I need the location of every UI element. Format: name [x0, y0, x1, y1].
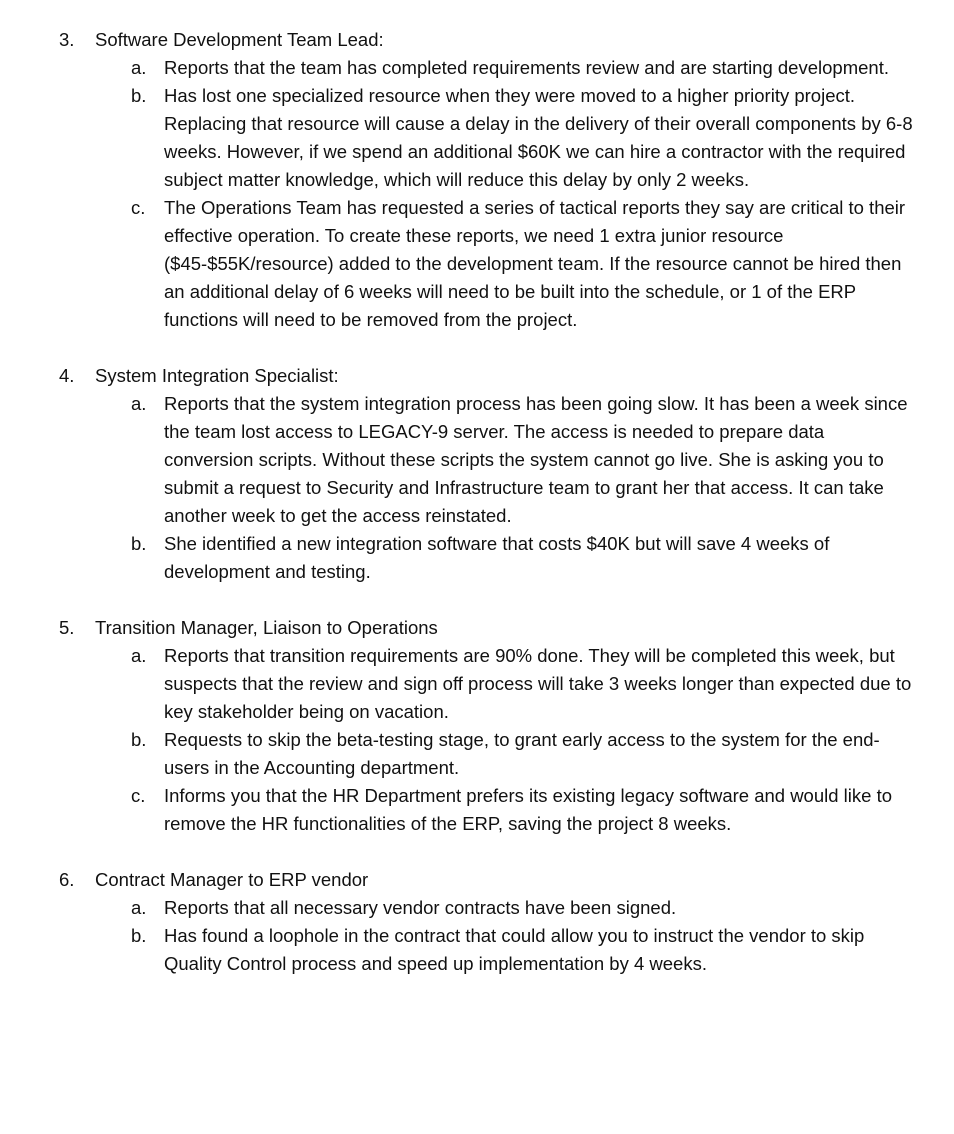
list-item: [0, 82, 954, 194]
item-letter: a.: [131, 645, 147, 666]
item-letter: b.: [131, 729, 147, 750]
item-text: The Operations Team has requested a series of tactical reports they say are critical to their effective operation. To create these reports, we need 1 extra junior resource ($45-$55K/resource) added to the development team. If the resource cannot be hired then an additional delay of 6 weeks will need to be built into the schedule, or 1 of the ERP functions will need to be removed from the project.: [164, 197, 906, 330]
item-text: Reports that all necessary vendor contracts have been signed.: [164, 897, 677, 918]
list-item: [0, 530, 954, 586]
list-item: [0, 642, 954, 726]
section-heading: [0, 26, 954, 54]
section-number: 3.: [59, 29, 75, 50]
section-number: 6.: [59, 869, 75, 890]
list-item: [0, 726, 954, 782]
list-item: [0, 54, 954, 82]
item-letter: c.: [131, 197, 146, 218]
section-heading: [0, 866, 954, 894]
item-text: Reports that transition requirements are 90% done. They will be completed this week, but suspects that the review and sign off process will take 3 weeks longer than expected due to key stakeholder being on vacation.: [164, 645, 912, 722]
section-6: [0, 866, 954, 978]
list-item: [0, 390, 954, 530]
section-title: Transition Manager, Liaison to Operations: [95, 617, 438, 638]
section-heading: [0, 614, 954, 642]
section-3: [0, 26, 954, 334]
item-letter: a.: [131, 897, 147, 918]
section-4: [0, 362, 954, 586]
item-text: Has lost one specialized resource when they were moved to a higher priority project. Replacing that resource will cause a delay in the delivery of their overall components by 6-8 weeks. However, if we spend an additional $60K we can hire a contractor with the required subject matter knowledge, which will reduce this delay by only 2 weeks.: [164, 85, 913, 190]
section-number: 4.: [59, 365, 75, 386]
item-text: Requests to skip the beta-testing stage, to grant early access to the system for the end-users in the Accounting department.: [164, 729, 880, 778]
section-heading: [0, 362, 954, 390]
list-item: [0, 894, 954, 922]
section-spacer: [0, 334, 954, 362]
item-letter: b.: [131, 85, 147, 106]
list-item: [0, 782, 954, 838]
section-number: 5.: [59, 617, 75, 638]
section-spacer: [0, 838, 954, 866]
item-letter: c.: [131, 785, 146, 806]
section-5: [0, 614, 954, 838]
section-spacer: [0, 586, 954, 614]
item-text: Has found a loophole in the contract that could allow you to instruct the vendor to skip Quality Control process and speed up implementation by 4 weeks.: [164, 925, 865, 974]
section-title: System Integration Specialist:: [95, 365, 339, 386]
document-body: [0, 26, 954, 978]
list-item: [0, 922, 954, 978]
list-item: [0, 194, 954, 334]
item-text: Reports that the system integration process has been going slow. It has been a week since the team lost access to LEGACY-9 server. The access is needed to prepare data conversion scripts. Without these scripts the system cannot go live. She is asking you to submit a request to Security and Infrastructure team to grant her that access. It can take another week to get the access reinstated.: [164, 393, 908, 526]
section-title: Contract Manager to ERP vendor: [95, 869, 369, 890]
section-title: Software Development Team Lead:: [95, 29, 384, 50]
item-letter: a.: [131, 393, 147, 414]
item-text: Reports that the team has completed requirements review and are starting development.: [164, 57, 889, 78]
item-letter: a.: [131, 57, 147, 78]
item-text: She identified a new integration software that costs $40K but will save 4 weeks of development and testing.: [164, 533, 830, 582]
item-letter: b.: [131, 925, 147, 946]
item-text: Informs you that the HR Department prefers its existing legacy software and would like to remove the HR functionalities of the ERP, saving the project 8 weeks.: [164, 785, 893, 834]
item-letter: b.: [131, 533, 147, 554]
